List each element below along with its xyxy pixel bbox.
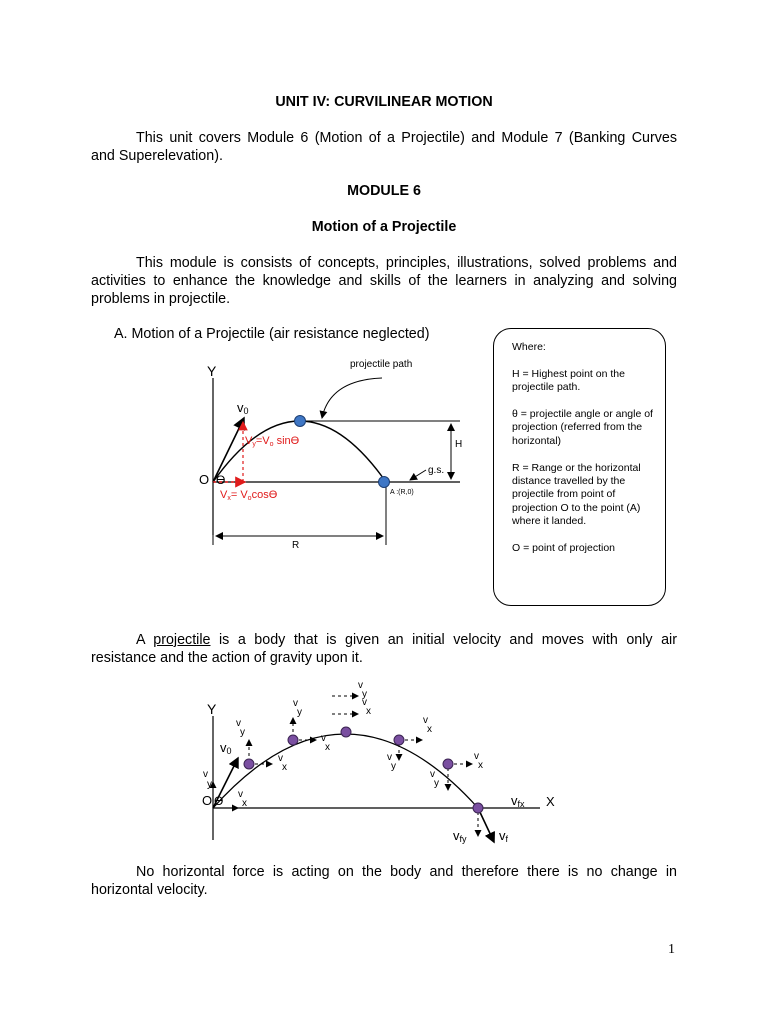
v0-label-2: v0	[220, 740, 232, 756]
closing-line2: horizontal velocity.	[91, 882, 208, 898]
theta-definition: θ = projectile angle or angle of projection (referred from the horizontal)	[512, 408, 653, 447]
vy-equation: Vy=Vo sinϴ	[245, 435, 300, 448]
intro-paragraph-line2: and Superelevation).	[91, 148, 223, 164]
theta-label-2: ϴ	[214, 794, 224, 808]
definition-prefix: A	[136, 632, 154, 648]
vx-label-origin: vx	[238, 789, 247, 809]
gs-label: g.s.	[428, 465, 445, 476]
vx-label-p4: vx	[423, 715, 432, 735]
r-label: R	[292, 540, 300, 551]
intro-text-1: This unit covers Module 6 (Motion of a Projectile) and Module 7 (Banking Curves	[136, 130, 677, 146]
section-a-heading: A. Motion of a Projectile (air resistance neglected)	[114, 326, 430, 342]
closing-line1: No horizontal force is acting on the body and therefore there is no change in	[136, 864, 677, 880]
ball-p5	[443, 759, 453, 769]
projectile-path-label: projectile path	[350, 359, 413, 370]
x-axis-label-2: X	[546, 794, 555, 809]
vfx-label: vfx	[511, 793, 525, 809]
ball-p4	[394, 735, 404, 745]
vy-label-apex: vy	[358, 680, 367, 700]
ball-landing-2	[473, 803, 483, 813]
y-axis-label: Y	[207, 363, 217, 379]
h-label: H	[455, 439, 463, 450]
origin-label: O	[199, 472, 210, 487]
vy-label-p5: vy	[430, 769, 439, 789]
vf-arrow	[478, 808, 494, 842]
a-point-label: A :(R,0)	[390, 489, 414, 496]
y-axis-label-2: Y	[207, 701, 217, 717]
vfy-label: vfy	[453, 828, 467, 844]
definition-term: projectile	[153, 632, 211, 648]
unit-title: UNIT IV: CURVILINEAR MOTION	[275, 94, 493, 110]
vy-label-p2: vy	[293, 698, 302, 718]
module-desc-line3: problems in projectile.	[91, 291, 231, 307]
ball-apex-2	[341, 727, 351, 737]
r-definition: R = Range or the horizontal distance travelled by the projectile from point of projection O to the point (A) where it landed.	[512, 461, 641, 528]
ball-p2	[288, 735, 298, 745]
theta-label: ϴ	[216, 473, 226, 487]
vx-label-p2: vx	[321, 733, 330, 753]
v0-label: v0	[237, 400, 249, 416]
vy-label-p4: vy	[387, 752, 396, 772]
o-definition: O = point of projection	[512, 542, 616, 555]
module-heading: MODULE 6	[347, 183, 421, 199]
vx-equation: Vx= Vocosϴ	[220, 489, 278, 502]
vx-label-p1: vx	[278, 753, 287, 773]
module-subtitle: Motion of a Projectile	[311, 219, 457, 235]
where-title: Where:	[512, 341, 546, 353]
vf-label: vf	[499, 828, 509, 844]
origin-label-2: O	[202, 793, 213, 808]
vx-label-apex: vx	[362, 697, 371, 717]
definition-line2: resistance and the action of gravity upon it.	[91, 650, 363, 666]
definition-rest: is a body that is given an initial velocity and moves with only air	[210, 632, 677, 648]
vx-label-p5: vx	[474, 751, 483, 771]
module-desc-line2: activities to enhance the knowledge and skills of the learners in analyzing and solving	[91, 273, 677, 289]
ball-p1	[244, 759, 254, 769]
trajectory-path-2	[213, 734, 478, 808]
vy-label-p1: vy	[236, 718, 245, 738]
vy-label-origin: vy	[203, 769, 212, 790]
h-definition: H = Highest point on the projectile path.	[512, 367, 625, 394]
page-number: 1	[668, 942, 675, 957]
module-desc-line1: This module is consists of concepts, principles, illustrations, solved problems and	[136, 255, 677, 271]
